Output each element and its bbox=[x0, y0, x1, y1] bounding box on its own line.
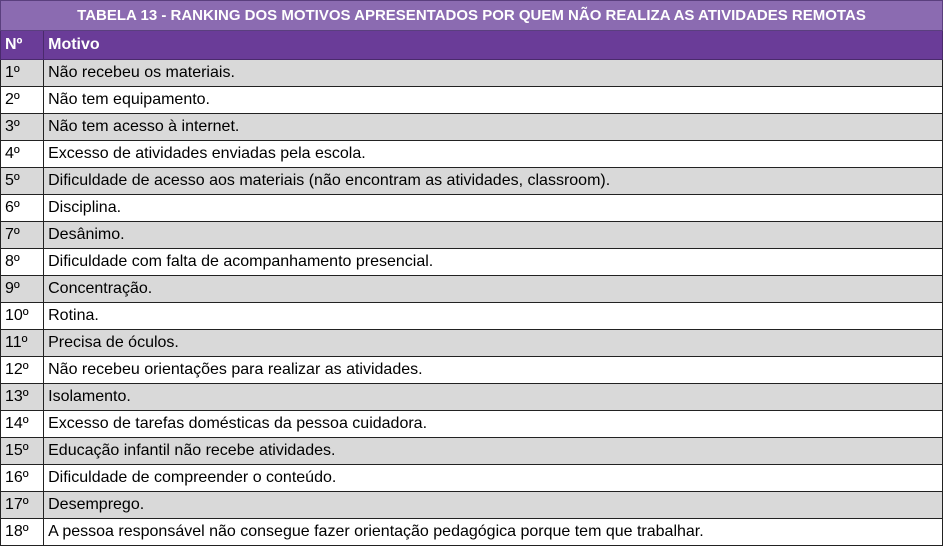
rank-cell: 6º bbox=[1, 195, 44, 222]
rank-cell: 15º bbox=[1, 438, 44, 465]
table-row bbox=[1, 357, 943, 384]
rank-cell: 12º bbox=[1, 357, 44, 384]
rank-cell: 8º bbox=[1, 249, 44, 276]
motivo-cell: Não tem acesso à internet. bbox=[44, 114, 943, 141]
motivo-cell: A pessoa responsável não consegue fazer orientação pedagógica porque tem que trabalhar. bbox=[44, 519, 943, 546]
table-row bbox=[1, 222, 943, 249]
rank-cell: 10º bbox=[1, 303, 44, 330]
table-row bbox=[1, 330, 943, 357]
motivo-cell: Excesso de tarefas domésticas da pessoa cuidadora. bbox=[44, 411, 943, 438]
rank-cell: 5º bbox=[1, 168, 44, 195]
table-row bbox=[1, 384, 943, 411]
table-title: TABELA 13 - RANKING DOS MOTIVOS APRESENTADOS POR QUEM NÃO REALIZA AS ATIVIDADES REMOTAS bbox=[1, 1, 943, 31]
table-row bbox=[1, 276, 943, 303]
motivo-cell: Não tem equipamento. bbox=[44, 87, 943, 114]
rank-cell: 16º bbox=[1, 465, 44, 492]
table-header-row bbox=[1, 31, 943, 60]
table-row bbox=[1, 438, 943, 465]
motivo-cell: Dificuldade com falta de acompanhamento presencial. bbox=[44, 249, 943, 276]
rank-cell: 2º bbox=[1, 87, 44, 114]
rank-cell: 3º bbox=[1, 114, 44, 141]
motivo-cell: Não recebeu orientações para realizar as atividades. bbox=[44, 357, 943, 384]
rank-cell: 9º bbox=[1, 276, 44, 303]
table-body bbox=[1, 1, 943, 546]
motivo-cell: Desânimo. bbox=[44, 222, 943, 249]
rank-cell: 18º bbox=[1, 519, 44, 546]
rank-cell: 7º bbox=[1, 222, 44, 249]
rank-cell: 13º bbox=[1, 384, 44, 411]
motivo-cell: Educação infantil não recebe atividades. bbox=[44, 438, 943, 465]
table-row bbox=[1, 195, 943, 222]
column-header-motivo: Motivo bbox=[44, 31, 943, 60]
table-row bbox=[1, 249, 943, 276]
motivo-cell: Precisa de óculos. bbox=[44, 330, 943, 357]
table-row bbox=[1, 519, 943, 546]
table-row bbox=[1, 60, 943, 87]
motivo-cell: Concentração. bbox=[44, 276, 943, 303]
table-title-row bbox=[1, 1, 943, 31]
table-row bbox=[1, 411, 943, 438]
motivo-cell: Desemprego. bbox=[44, 492, 943, 519]
rank-cell: 11º bbox=[1, 330, 44, 357]
rank-cell: 4º bbox=[1, 141, 44, 168]
table-row bbox=[1, 465, 943, 492]
table-row bbox=[1, 141, 943, 168]
table-row bbox=[1, 303, 943, 330]
table-row bbox=[1, 87, 943, 114]
motivo-cell: Disciplina. bbox=[44, 195, 943, 222]
motivo-cell: Dificuldade de acesso aos materiais (não encontram as atividades, classroom). bbox=[44, 168, 943, 195]
rank-cell: 17º bbox=[1, 492, 44, 519]
motivo-cell: Excesso de atividades enviadas pela escola. bbox=[44, 141, 943, 168]
motivo-cell: Isolamento. bbox=[44, 384, 943, 411]
table-row bbox=[1, 114, 943, 141]
motivo-cell: Dificuldade de compreender o conteúdo. bbox=[44, 465, 943, 492]
column-header-num: Nº bbox=[1, 31, 44, 60]
rank-cell: 14º bbox=[1, 411, 44, 438]
rank-cell: 1º bbox=[1, 60, 44, 87]
table-row bbox=[1, 168, 943, 195]
motivo-cell: Rotina. bbox=[44, 303, 943, 330]
table-row bbox=[1, 492, 943, 519]
motivo-cell: Não recebeu os materiais. bbox=[44, 60, 943, 87]
